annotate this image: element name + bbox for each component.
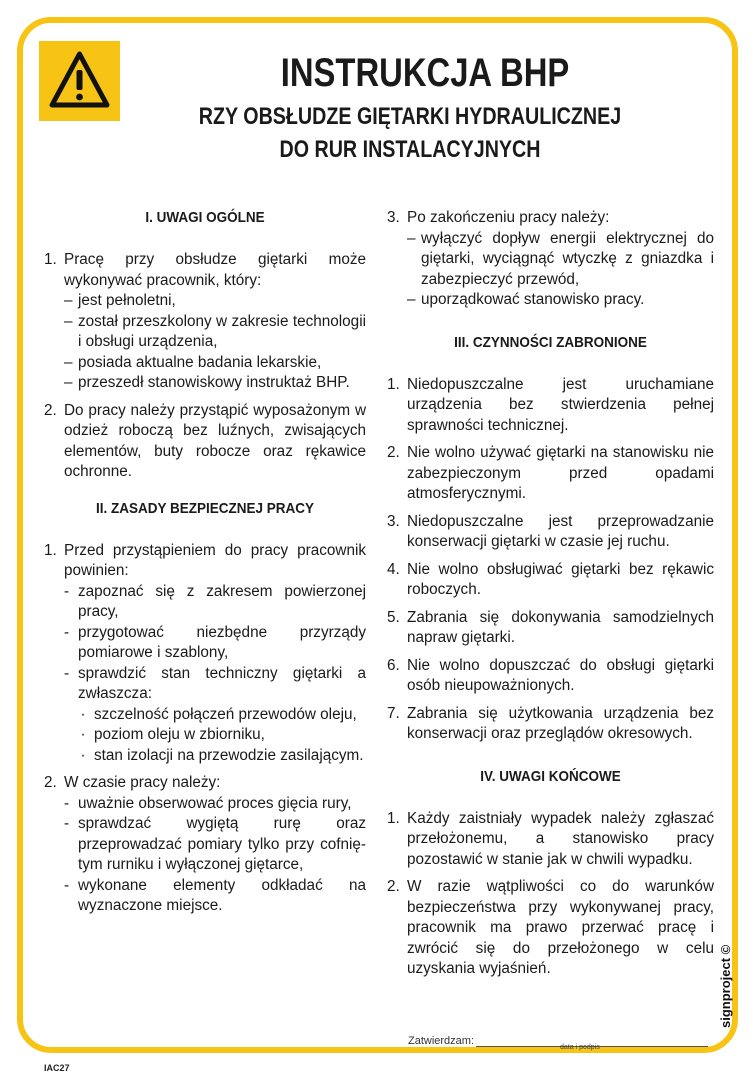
bullet-point: - uważnie obserwować proces gięcia rury, (64, 794, 352, 812)
bullet-point: – wyłączyć dopływ energii elektrycznej do giętarki, wyciągnąć wtyczkę z gniazdka i zabezpieczyć przewód, (407, 229, 714, 288)
item-text: W razie wątpliwości co do warunków bezpieczeństwa przy wykonywanej pracy, pracownik ma prawo przerwać pracę i zwrócić się do przełożonego w celu uzyskania wyjaśnień. (407, 878, 714, 977)
item-text: Zabrania się użytkowania urządzenia bez konserwacji oraz przeglądów okresowych. (407, 704, 714, 742)
approve-label: Zatwierdzam: (408, 1035, 475, 1047)
item-text: Po zakończeniu pracy należy: (407, 209, 610, 226)
item-text: Każdy zaistniały wypadek należy zgłaszać przełożonemu, a stanowisko pracy pozostawić w stanie jak w chwili wypadku. (407, 809, 714, 868)
bullet-point: – został przeszkolony w zakresie technologii i obsługi urządzenia, (64, 312, 366, 350)
item-number: 2. (44, 774, 57, 791)
item-number: 1. (44, 251, 57, 268)
sub-bullet-point: · szczelność połączeń przewodów oleju, (80, 705, 357, 723)
page-title: INSTRUKCJA BHP (280, 51, 570, 95)
bullet-point: - wykonane elementy odkładać na wyznaczone miejsce. (64, 876, 366, 914)
list-item (44, 401, 366, 483)
list-item (387, 208, 714, 311)
sub-bullet-point: · poziom oleju w zbiorniku, (80, 726, 265, 743)
item-text: Przed przystąpieniem do pracy pracownik powinien: (64, 541, 366, 579)
item-text: Niedopuszczalne jest uruchamiane urządzenia bez stwierdzenia pełnej sprawności technicznej. (407, 375, 714, 434)
item-text: Nie wolno obsługiwać giętarki bez rękawic roboczych. (407, 560, 714, 598)
bullet-point: - zapoznać się z zakresem powierzonej pracy, (64, 582, 366, 620)
left-column (44, 208, 366, 917)
item-text: Niedopuszczalne jest przeprowadzanie konserwacji giętarki w czasie jej ruchu. (407, 512, 714, 550)
item-number: 1. (44, 541, 57, 559)
brand-mark: signproject © (718, 944, 733, 1028)
warning-badge (39, 41, 120, 121)
item-text: Nie wolno używać giętarki na stanowisku nie zabezpieczonym przed opadami atmosferycznymi. (407, 444, 714, 502)
section-heading: III. CZYNNOŚCI ZABRONIONE (454, 333, 647, 351)
list-item (44, 250, 366, 394)
list-item: 6. Nie wolno dopuszczać do obsługi giętarki osób nieupoważnionych. (387, 656, 714, 697)
bullet-point: – przeszedł stanowiskowy instruktaż BHP. (64, 374, 350, 391)
signature-caption: data i podpis (560, 1044, 600, 1051)
item-text: Zabrania się dokonywania samodzielnych napraw giętarki. (407, 608, 714, 646)
item-number: 3. (387, 209, 400, 226)
section-heading: IV. UWAGI KOŃCOWE (480, 767, 621, 785)
list-item: 2. Nie wolno używać giętarki na stanowisku nie zabezpieczonym przed opadami atmosferycznymi. (387, 443, 714, 505)
bullet-point: - przygotować niezbędne przyrządy pomiarowe i szablony, (64, 623, 366, 661)
bullet-point: – jest pełnoletni, (64, 292, 176, 309)
list-item: 3. Niedopuszczalne jest przeprowadzanie konserwacji giętarki w czasie jej ruchu. (387, 512, 714, 553)
bullet-point: - sprawdzać wygiętą rurę oraz przeprowadzać pomiary tylko przy cofnię-tym rurniku i wyłączonej giętarce, (64, 815, 366, 873)
section-heading: II. ZASADY BEZPIECZNEJ PRACY (95, 499, 315, 517)
item-text: Do pracy należy przystąpić wyposażonym w odzież roboczą bez luźnych, zwisających elementów, buty robocze oraz rękawice ochronne. (64, 401, 366, 480)
list-item: 1. Każdy zaistniały wypadek należy zgłaszać przełożonemu, a stanowisko pracy pozostawić w stanie jak w chwili wypadku. (387, 809, 714, 871)
page-subtitle-line1: RZY OBSŁUDZE GIĘTARKI HYDRAULICZNEJ (198, 103, 622, 130)
item-number: 2. (44, 401, 57, 419)
page-subtitle-line2: DO RUR INSTALACYJNYCH (279, 136, 541, 163)
section-heading: I. UWAGI OGÓLNE (145, 209, 265, 226)
list-item (44, 541, 366, 767)
list-item: 7. Zabrania się użytkowania urządzenia bez konserwacji oraz przeglądów okresowych. (387, 704, 714, 745)
sub-bullet-point: · stan izolacji na przewodzie zasilającym. (80, 746, 364, 764)
list-item: 4. Nie wolno obsługiwać giętarki bez rękawic roboczych. (387, 560, 714, 601)
right-column (387, 208, 714, 980)
bullet-point: – posiada aktualne badania lekarskie, (64, 353, 322, 371)
item-text: Pracę przy obsłudze giętarki może wykonywać pracownik, który: (64, 251, 366, 289)
bullet-point: - sprawdzić stan techniczny giętarki a zwłaszcza: (64, 664, 366, 702)
list-item (44, 773, 366, 917)
item-text: Nie wolno dopuszczać do obsługi giętarki osób nieupoważnionych. (407, 656, 714, 694)
item-text: W czasie pracy należy: (64, 774, 221, 791)
bullet-point: – uporządkować stanowisko pracy. (407, 291, 645, 308)
list-item: 2. W razie wątpliwości co do warunków bezpieczeństwa przy wykonywanej pracy, pracownik ma prawo przerwać pracę i zwrócić się do przełożonego w celu uzyskania wyjaśnień. (387, 877, 714, 980)
warning-triangle-icon (48, 50, 111, 110)
list-item: 1. Niedopuszczalne jest uruchamiane urządzenia bez stwierdzenia pełnej sprawności technicznej. (387, 375, 714, 437)
product-code: IAC27 (44, 1063, 70, 1073)
list-item: 5. Zabrania się dokonywania samodzielnych napraw giętarki. (387, 608, 714, 649)
